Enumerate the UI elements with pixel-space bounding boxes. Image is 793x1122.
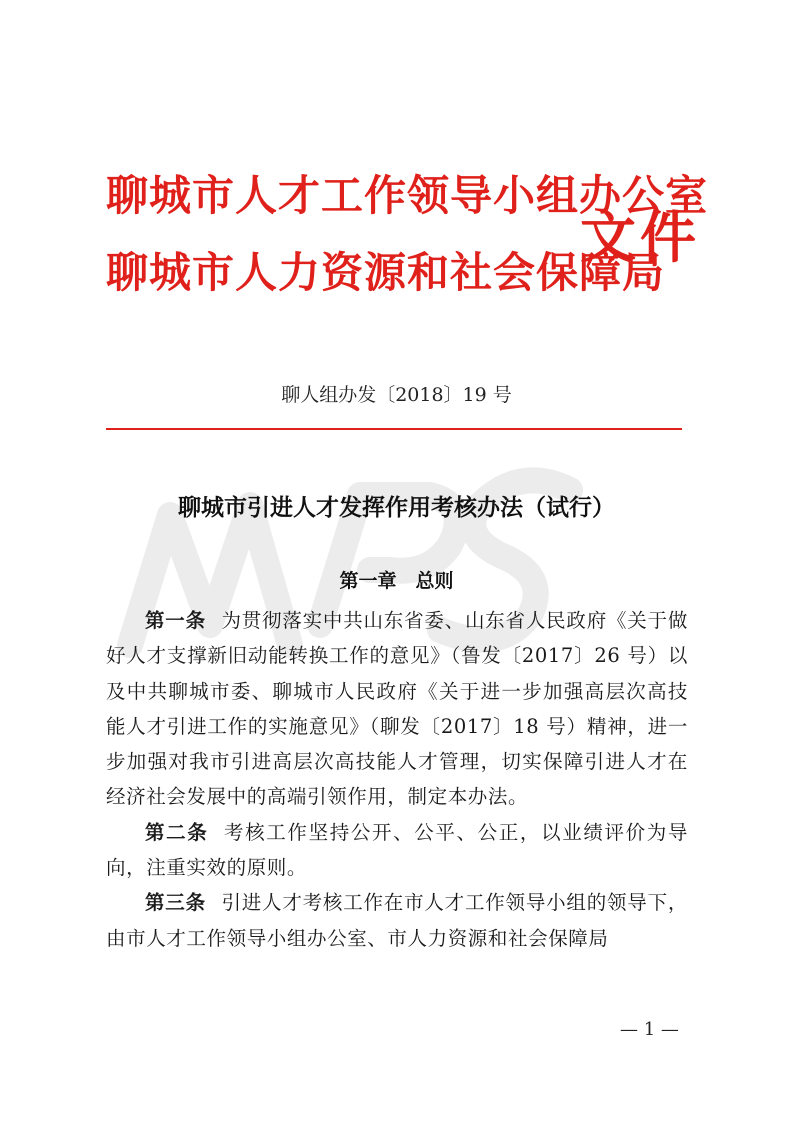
document-number: 聊人组办发〔2018〕19 号 — [281, 384, 512, 406]
article-text: 引进人才考核工作在市人才工作领导小组的领导下，由市人才工作领导小组办公室、市人力资源和社会保障局 — [106, 891, 688, 950]
red-divider — [106, 428, 682, 430]
document-title: 聊城市引进人才发挥作用考核办法（试行） — [178, 495, 615, 521]
article-label: 第一条 — [145, 609, 206, 632]
issuer-line-2: 聊城市人力资源和社会保障局 — [106, 248, 666, 297]
article-label: 第三条 — [145, 891, 206, 915]
article-label: 第二条 — [145, 820, 209, 844]
article-text: 考核工作坚持公开、公平、公正，以业绩评价为导向，注重实效的原则。 — [106, 820, 688, 880]
article-text: 为贯彻落实中共山东省委、山东省人民政府《关于做好人才支撑新旧动能转换工作的意见》（鲁发〔2017〕26 号）以及中共聊城市委、聊城市人民政府《关于进一步加强高层次高技能人才引进工作的实施意见》（聊发〔2017〕18 号）精神，进一步加强对我市引进高层次高技能人才管理，切实保障引进人才在经济社会发展中的高端引领作用，制定本办法。 — [106, 609, 688, 809]
article-2 — [106, 815, 688, 886]
article-1 — [106, 603, 688, 815]
document-header — [106, 160, 709, 320]
chapter-heading: 第一章 总则 — [339, 570, 454, 592]
document-type-label: 文件 — [580, 205, 700, 271]
article-3 — [106, 885, 688, 956]
page-number: — 1 — — [620, 1019, 679, 1040]
body-text — [106, 603, 688, 956]
issuer-line-1: 聊城市人才工作领导小组办公室 — [106, 171, 709, 220]
